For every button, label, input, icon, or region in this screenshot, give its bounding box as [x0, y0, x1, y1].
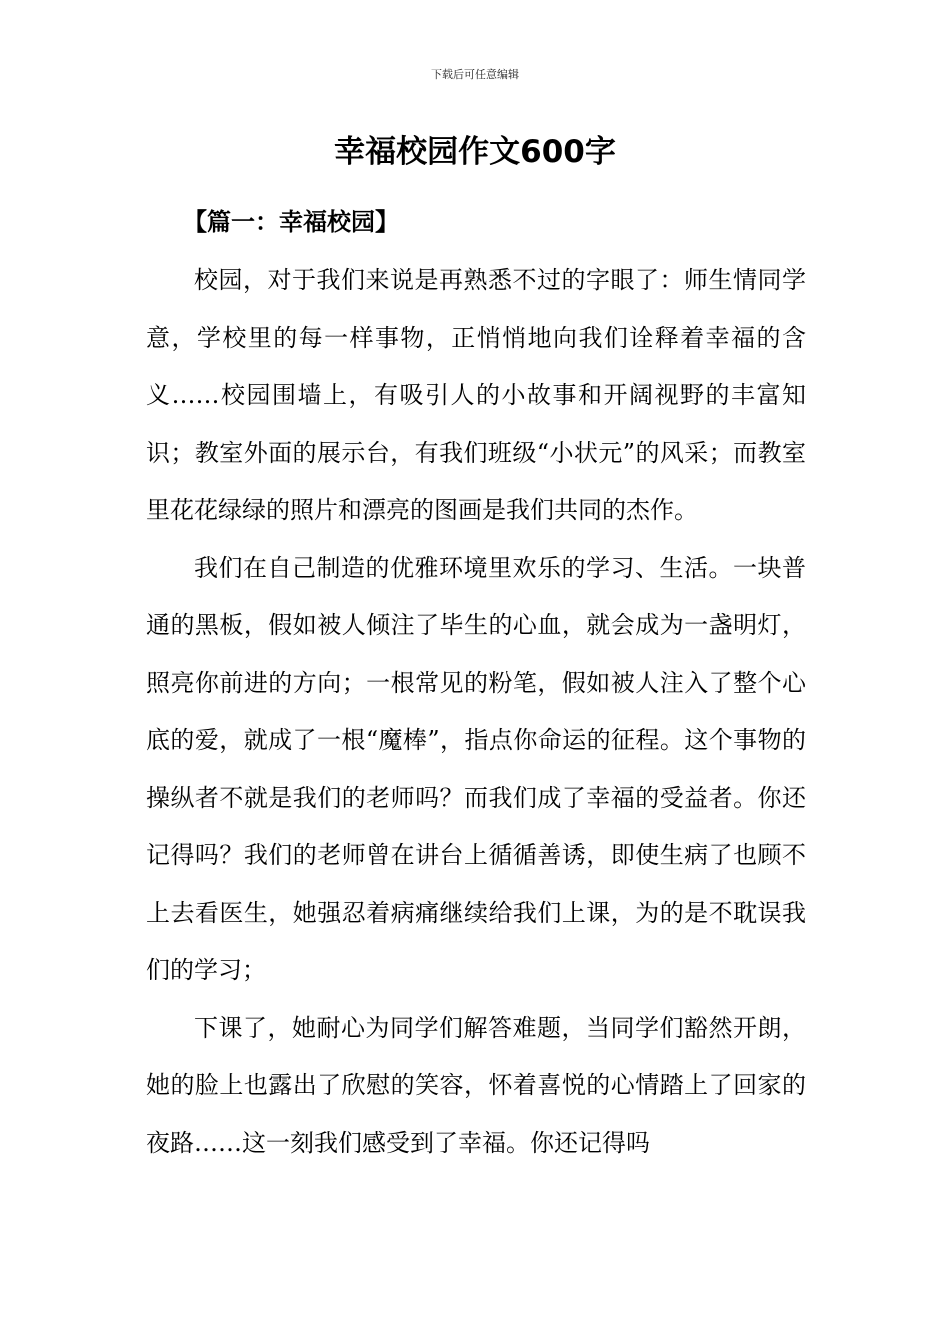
paragraph-1: 校园，对于我们来说是再熟悉不过的字眼了：师生情同学意，学校里的每一样事物，正悄悄地向我们诠释着幸福的含义……校园围墙上，有吸引人的小故事和开阔视野的丰富知识；教室外面的展示台，有我们班级“小状元”的风采；而教室里花花绿绿的照片和漂亮的图画是我们共同的杰作。 — [146, 266, 806, 524]
section-heading: 【篇一：幸福校园】 — [183, 207, 399, 236]
paragraph-2: 我们在自己制造的优雅环境里欢乐的学习、生活。一块普通的黑板，假如被人倾注了毕生的心血，就会成为一盏明灯，照亮你前进的方向；一根常见的粉笔，假如被人注入了整个心底的爱，就成了一根“魔棒”，指点你命运的征程。这个事物的操纵者不就是我们的老师吗？而我们成了幸福的受益者。你还记得吗？我们的老师曾在讲台上循循善诱，即使生病了也顾不上去看医生，她强忍着病痛继续给我们上课，为的是不耽误我们的学习； — [146, 553, 806, 984]
body-text — [146, 252, 806, 1172]
document-title: 幸福校园作文600字 — [334, 134, 616, 170]
paragraph-3: 下课了，她耐心为同学们解答难题，当同学们豁然开朗，她的脸上也露出了欣慰的笑容，怀着喜悦的心情踏上了回家的夜路……这一刻我们感受到了幸福。你还记得吗 — [146, 1013, 806, 1157]
header-note: 下载后可任意编辑 — [431, 68, 519, 81]
